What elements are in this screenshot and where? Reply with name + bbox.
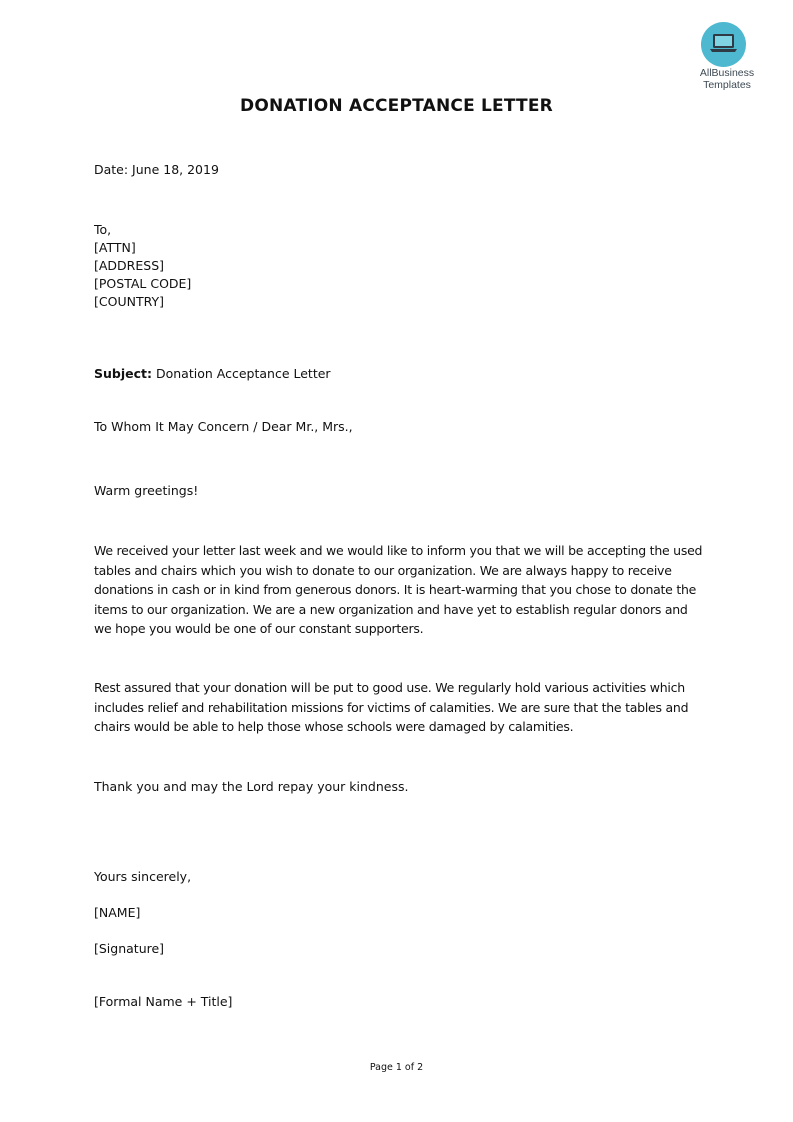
closing: Yours sincerely, bbox=[94, 869, 192, 884]
allbusiness-logo bbox=[692, 22, 762, 94]
page-number: Page 1 of 2 bbox=[369, 1062, 424, 1073]
logo-circle bbox=[701, 22, 746, 67]
paragraph-line: we hope you would be one of our constant supporters. bbox=[94, 621, 424, 636]
paragraph-line: donations in cash or in kind from generous donors. It is heart-warming that you chose to donate the bbox=[94, 582, 697, 597]
address-country: [COUNTRY] bbox=[94, 294, 164, 309]
body-paragraph-1 bbox=[94, 541, 704, 639]
logo-line-1: AllBusiness bbox=[699, 67, 755, 79]
address-attn: [ATTN] bbox=[94, 240, 136, 255]
paragraph-line: items to our organization. We are a new organization and have yet to establish regular donors and bbox=[94, 601, 688, 617]
letter-date: Date: June 18, 2019 bbox=[94, 162, 219, 177]
greeting: Warm greetings! bbox=[94, 483, 199, 498]
laptop-icon bbox=[701, 22, 746, 67]
paragraph-line: Rest assured that your donation will be put to good use. We regularly hold various activities which bbox=[94, 680, 685, 695]
address-line: [ADDRESS] bbox=[94, 258, 165, 273]
subject-label: Subject: bbox=[94, 366, 152, 381]
logo-line-2: Templates bbox=[703, 79, 751, 91]
thanks-line: Thank you and may the Lord repay your kindness. bbox=[94, 779, 409, 794]
body-paragraph-2 bbox=[94, 678, 704, 737]
paragraph-line: chairs would be able to help those whose schools were damaged by calamities. bbox=[94, 719, 574, 734]
document-title: DONATION ACCEPTANCE LETTER bbox=[240, 96, 553, 116]
salutation: To Whom It May Concern / Dear Mr., Mrs., bbox=[94, 419, 353, 434]
subject-text: Donation Acceptance Letter bbox=[155, 366, 331, 381]
logo-text bbox=[692, 67, 762, 91]
address-postal-code: [POSTAL CODE] bbox=[94, 276, 192, 291]
signature-placeholder: [Signature] bbox=[94, 941, 165, 956]
paragraph-line: We received your letter last week and we would like to inform you that we will be accepting the used bbox=[94, 543, 703, 558]
subject-line bbox=[94, 365, 331, 383]
paragraph-line: tables and chairs which you wish to donate to our organization. We are always happy to receive bbox=[94, 562, 672, 578]
paragraph-line: includes relief and rehabilitation missions for victims of calamities. We are sure that the tables and bbox=[94, 699, 689, 715]
signer-name: [NAME] bbox=[94, 905, 141, 920]
address-to: To, bbox=[94, 222, 112, 237]
formal-name-title: [Formal Name + Title] bbox=[94, 994, 233, 1009]
